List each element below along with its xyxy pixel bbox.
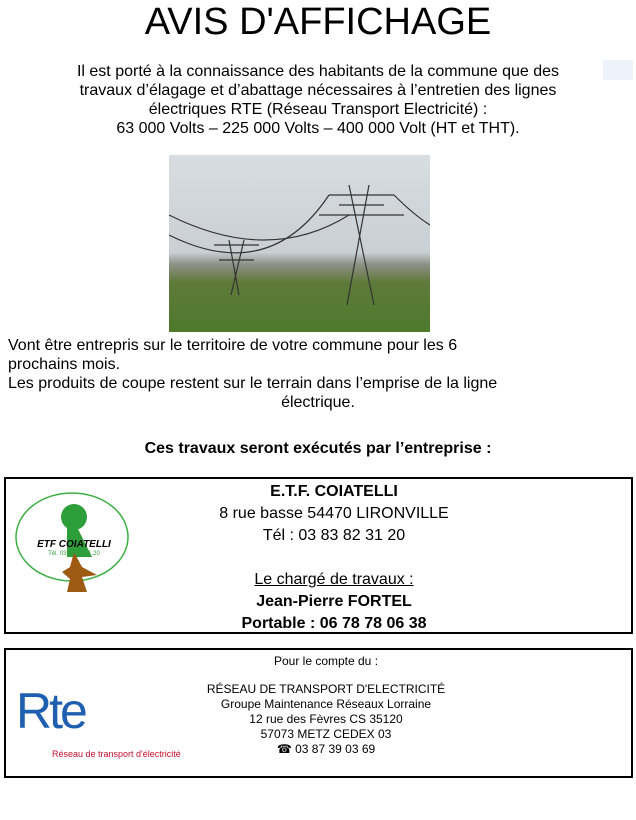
contractor-phone: Tél : 03 83 82 31 20 xyxy=(262,527,406,544)
body-line: électrique. xyxy=(281,394,355,411)
client-line: RÉSEAU DE TRANSPORT D'ELECTRICITÉ xyxy=(206,682,446,696)
power-lines-photo xyxy=(169,155,430,332)
body-line: Vont être entrepris sur le territoire de votre commune pour les 6 xyxy=(8,337,458,354)
manager-name: Jean-Pierre FORTEL xyxy=(256,593,412,610)
client-label: Pour le compte du : xyxy=(273,654,379,668)
pylon-illustration xyxy=(169,155,430,332)
contractor-address: 8 rue basse 54470 LIRONVILLE xyxy=(219,505,449,522)
rte-logo-tagline: Réseau de transport d'électricité xyxy=(52,749,181,759)
contractor-heading: Ces travaux seront exécutés par l’entreprise : xyxy=(144,440,492,457)
client-box xyxy=(4,648,633,778)
intro-line: électriques RTE (Réseau Transport Electricité) : xyxy=(148,101,488,118)
intro-line: 63 000 Volts – 225 000 Volts – 400 000 Volt (HT et THT). xyxy=(116,120,520,137)
contractor-name: E.T.F. COIATELLI xyxy=(270,483,398,500)
body-text xyxy=(8,336,628,412)
page-title: AVIS D'AFFICHAGE xyxy=(144,1,492,43)
client-line: 57073 METZ CEDEX 03 xyxy=(260,727,392,741)
client-line: 12 rue des Fèvres CS 35120 xyxy=(249,712,403,726)
etf-logo xyxy=(12,487,132,597)
etf-logo-text: ETF COIATELLI xyxy=(37,539,111,550)
rte-logo: Rte xyxy=(16,683,85,739)
client-phone: ☎ 03 87 39 03 69 xyxy=(276,742,376,756)
etf-logo-tel: Tél. 03.83.82.31.20 xyxy=(48,551,100,557)
manager-label: Le chargé de travaux : xyxy=(254,571,414,588)
client-line: Groupe Maintenance Réseaux Lorraine xyxy=(220,697,432,711)
intro-text xyxy=(20,62,616,138)
intro-line: travaux d’élagage et d’abattage nécessaires à l’entretien des lignes xyxy=(79,82,557,99)
body-line: prochains mois. xyxy=(8,356,121,373)
manager-mobile: Portable : 06 78 78 06 38 xyxy=(241,615,427,632)
intro-line: Il est porté à la connaissance des habitants de la commune que des xyxy=(76,63,560,80)
body-line: Les produits de coupe restent sur le terrain dans l’emprise de la ligne xyxy=(8,375,498,392)
contractor-box xyxy=(4,477,633,634)
